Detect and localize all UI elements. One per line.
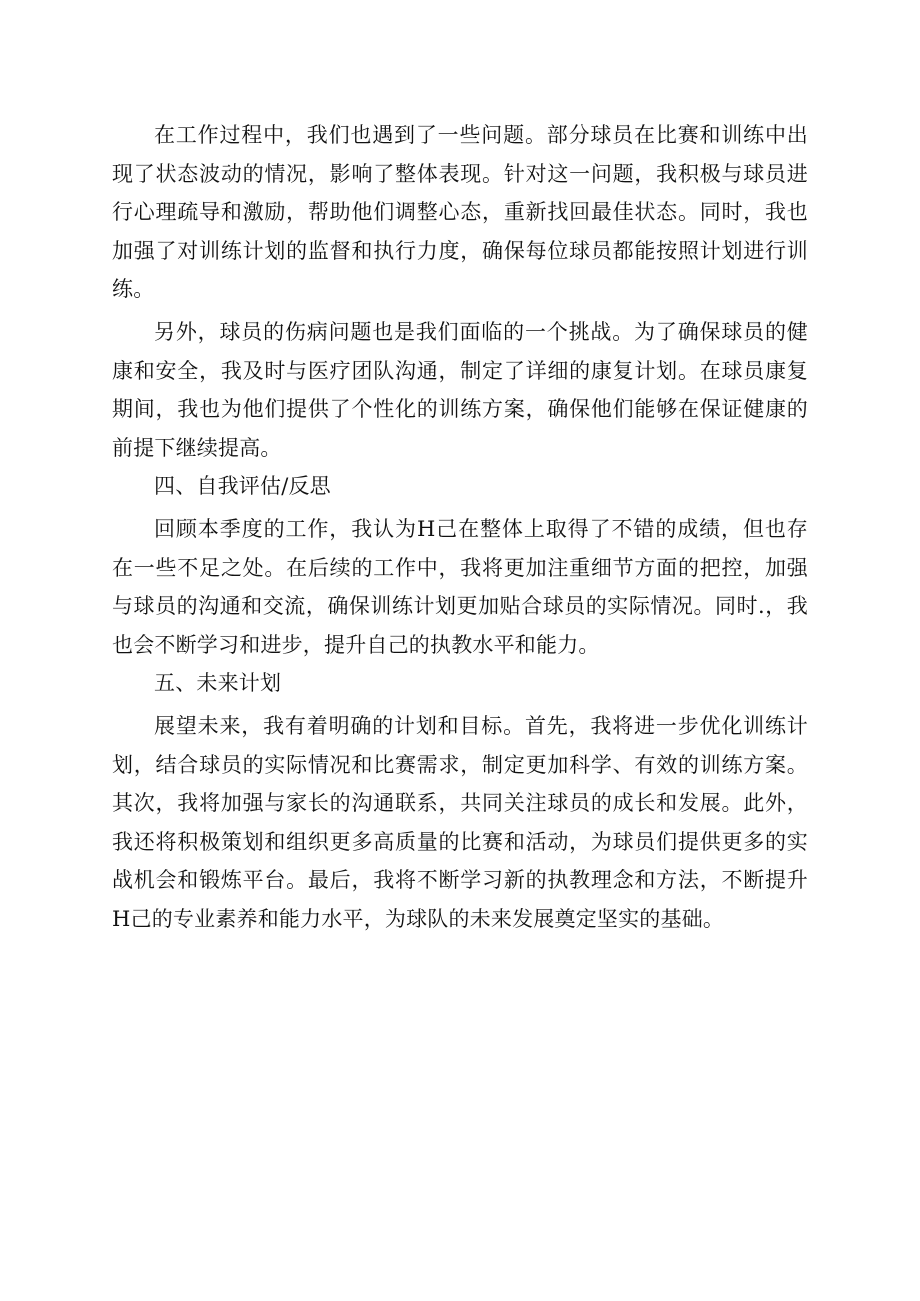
- section-heading-self-evaluation: 四、自我评估/反思: [154, 474, 331, 498]
- document-body: [112, 116, 808, 938]
- paragraph-self-evaluation: 回顾本季度的工作，我认为H己在整体上取得了不错的成绩，但也存在一些不足之处。在后续的工作中，我将更加注重细节方面的把控，加强与球员的沟通和交流，确保训练计划更加贴合球员的实际情况。同时.，我也会不断学习和进步，提升自己的执教水平和能力。: [112, 517, 808, 657]
- paragraph-future-plans: 展望未来，我有着明确的计划和目标。首先，我将进一步优化训练计划，结合球员的实际情况和比赛需求，制定更加科学、有效的训练方案。其次，我将加强与家长的沟通联系，共同关注球员的成长和发展。此外，我还将积极策划和组织更多高质量的比赛和活动，为球员们提供更多的实战机会和锻炼平台。最后，我将不断学习新的执教理念和方法，不断提升H己的专业素养和能力水平，为球队的未来发展奠定坚实的基础。: [112, 714, 808, 931]
- paragraph-injuries: 另外，球员的伤病问题也是我们面临的一个挑战。为了确保球员的健康和安全，我及时与医疗团队沟通，制定了详细的康复计划。在球员康复期间，我也为他们提供了个性化的训练方案，确保他们能够在保证健康的前提下继续提高。: [112, 320, 808, 460]
- paragraph-problems: 在工作过程中，我们也遇到了一些问题。部分球员在比赛和训练中出现了状态波动的情况，影响了整体表现。针对这一问题，我积极与球员进行心理疏导和激励，帮助他们调整心态，重新找回最佳状态。同时，我也加强了对训练计划的监督和执行力度，确保每位球员都能按照计划进行训练。: [112, 123, 808, 301]
- section-heading-future-plans: 五、未来计划: [154, 671, 282, 695]
